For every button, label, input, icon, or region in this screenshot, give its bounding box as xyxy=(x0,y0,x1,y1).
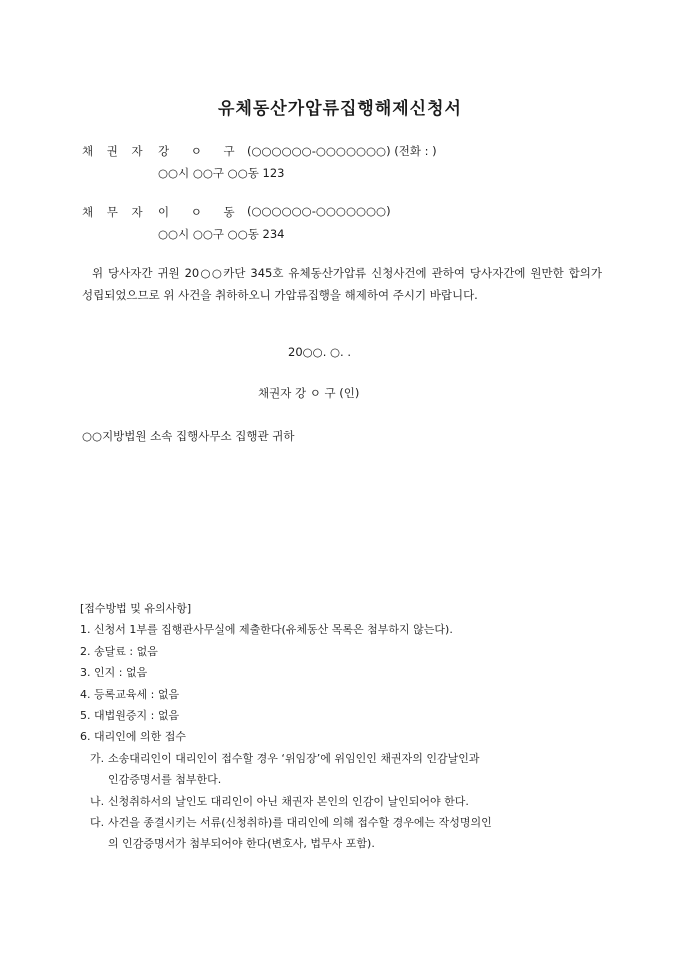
creditor-name: 강 ㅇ 구 xyxy=(158,144,235,158)
debtor-address: ○○시 ○○구 ○○동 234 xyxy=(158,227,285,241)
note-item: 6. 대리인에 의한 접수 xyxy=(80,730,186,744)
sub-item-text: 소송대리인이 대리인이 접수할 경우 ‘위임장’에 위임인인 채권자의 인감날인과 xyxy=(108,751,480,765)
sub-item-marker: 나. xyxy=(90,794,105,808)
recipient-line: ○○지방법원 소속 집행사무소 집행관 귀하 xyxy=(82,429,295,443)
note-item: 5. 대법원증지 : 없음 xyxy=(80,708,180,722)
note-item: 2. 송달료 : 없음 xyxy=(80,644,158,658)
note-sub-item xyxy=(80,791,610,812)
sub-item-continuation: 인감증명서를 첨부한다. xyxy=(108,773,222,787)
sub-item-text: 사건을 종결시키는 서류(신청취하)를 대리인에 의해 접수할 경우에는 작성명의인 xyxy=(108,815,492,829)
document-date: 20○○. ○. . xyxy=(288,345,352,359)
request-body: 위 당사자간 귀원 20○○카단 345호 유체동산가압류 신청사건에 관하여 당사자간에 원만한 합의가 성립되었으므로 위 사건을 취하하오니 가압류집행을 해제하여 주시기 바랍니다. xyxy=(82,266,602,302)
sub-item-marker: 다. xyxy=(90,815,105,829)
document-title: 유체동산가압류집행해제신청서 xyxy=(218,99,462,119)
sub-item-marker: 가. xyxy=(90,751,105,765)
note-item: 3. 인지 : 없음 xyxy=(80,666,148,680)
debtor-name: 이 ㅇ 동 xyxy=(158,205,235,219)
creditor-label: 채 권 자 xyxy=(82,144,148,158)
filing-notes xyxy=(80,598,610,855)
notes-header: [접수방법 및 유의사항] xyxy=(80,602,192,615)
signature-line: 채권자 강 ㅇ 구 (인) xyxy=(258,386,360,400)
creditor-address: ○○시 ○○구 ○○동 123 xyxy=(158,166,285,180)
creditor-id-phone: (○○○○○○-○○○○○○○) (전화 : ) xyxy=(247,144,437,158)
note-sub-item xyxy=(80,812,610,833)
note-item: 1. 신청서 1부를 집행관사무실에 제출한다(유체동산 목록은 첨부하지 않는다). xyxy=(80,623,453,637)
note-sub-item xyxy=(80,748,610,769)
sub-item-continuation: 의 인감증명서가 첨부되어야 한다(변호사, 법무사 포함). xyxy=(108,837,375,851)
note-item: 4. 등록교육세 : 없음 xyxy=(80,687,180,701)
debtor-id: (○○○○○○-○○○○○○○) xyxy=(247,204,391,218)
sub-item-text: 신청취하서의 날인도 대리인이 아닌 채권자 본인의 인감이 날인되어야 한다. xyxy=(108,794,469,808)
debtor-label: 채 무 자 xyxy=(82,205,148,219)
